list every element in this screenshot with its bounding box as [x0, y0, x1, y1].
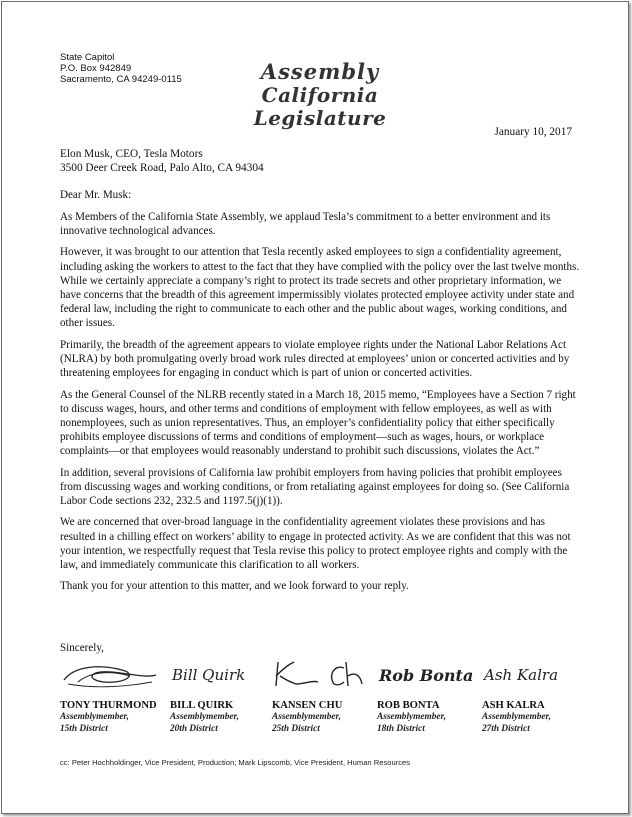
- signature-bonta-image: [377, 658, 477, 692]
- address-line: P.O. Box 942849: [60, 63, 132, 75]
- signature-thurmond-image: [60, 658, 160, 692]
- address-line: Sacramento, CA 94249-0115: [60, 74, 182, 86]
- signatory-district: 27th District: [482, 724, 530, 734]
- letterhead-line-2: California Legislature: [253, 83, 387, 130]
- letter-date: January 10, 2017: [494, 126, 572, 138]
- signatory-name: BILL QUIRK: [170, 700, 234, 711]
- signature-quirk-image: [170, 658, 270, 692]
- signatory-name: ASH KALRA: [482, 700, 545, 711]
- signature-block: [60, 658, 580, 738]
- signatory-title: Assemblymember,: [170, 712, 239, 722]
- signature-kalra-image: [482, 658, 582, 692]
- signatory-name: ROB BONTA: [377, 700, 440, 711]
- body-paragraph: Primarily, the breadth of the agreement appears to violate employee rights under the National Labor Relations Act (NLRA) by both promulgating overly broad work rules directed at employees’ union or concerted activities and by threatening employees for engaging in conduct which is part of union or concerted activities.: [60, 338, 570, 379]
- body-paragraph: As Members of the California State Assembly, we applaud Tesla’s commitment to a better environment and its innovative technological advances.: [60, 210, 551, 237]
- signatory-name: TONY THURMOND: [60, 700, 157, 711]
- letterhead-line-1: Assembly: [260, 59, 380, 84]
- signatory-district: 18th District: [377, 724, 425, 734]
- sender-address: [60, 52, 182, 86]
- signatory-district: 20th District: [170, 724, 218, 734]
- letter-body: [60, 188, 580, 601]
- signatory-chu: [272, 658, 377, 735]
- signatory-quirk: [170, 658, 275, 735]
- signatory-district: 15th District: [60, 724, 108, 734]
- signatory-title: Assemblymember,: [482, 712, 551, 722]
- cc-line: cc: Peter Hochholdinger, Vice President, Production; Mark Lipscomb, Vice President, Human Resources: [60, 758, 411, 767]
- signatory-title: Assemblymember,: [272, 712, 341, 722]
- body-paragraph: In addition, several provisions of California law prohibit employers from having policies that prohibit employees from discussing wages and working conditions, or from retaliating against employees for doing so. (See California Labor Code sections 232, 232.5 and 1197.5(j)(1)).: [60, 466, 570, 507]
- signatory-name: KANSEN CHU: [272, 700, 343, 711]
- address-line: State Capitol: [60, 52, 115, 63]
- recipient-line: 3500 Deer Creek Road, Palo Alto, CA 94304: [60, 162, 264, 174]
- signatory-kalra: [482, 658, 587, 735]
- salutation: Dear Mr. Musk:: [60, 189, 132, 201]
- signatory-district: 25th District: [272, 724, 320, 734]
- signatory-thurmond: [60, 658, 165, 735]
- svg-text:Ash Kalra: Ash Kalra: [484, 666, 559, 684]
- body-paragraph: Thank you for your attention to this matter, and we look forward to your reply.: [60, 580, 409, 593]
- letter-page: [1, 1, 629, 814]
- signatory-bonta: [377, 658, 482, 735]
- closing: Sincerely,: [60, 642, 104, 654]
- recipient-line: Elon Musk, CEO, Tesla Motors: [60, 148, 203, 160]
- letterhead: [214, 60, 426, 130]
- recipient-block: [60, 147, 264, 175]
- body-paragraph: However, it was brought to our attention that Tesla recently asked employees to sign a confidentiality agreement, including asking the workers to attest to the fact that they have complied with the policy over the last twelve months. While we certainly appreciate a company’s right to protect its trade secrets and other proprietary information, we have concerns that the breadth of this agreement impermissibly violates protected employee activity under state and federal law, including the right to communicate to each other and the public about wages, working conditions, and other issues.: [60, 246, 580, 329]
- signatory-title: Assemblymember,: [377, 712, 446, 722]
- body-paragraph: We are concerned that over-broad language in the confidentiality agreement violates these provisions and has resulted in a chilling effect on workers’ ability to engage in protected activity. As we are confident that this was not your intention, we respectfully request that Tesla revise this policy to protect employee rights and comply with the law, and immediately communicate this clarification to all workers.: [60, 516, 571, 571]
- signatory-title: Assemblymember,: [60, 712, 129, 722]
- body-paragraph: As the General Counsel of the NLRB recently stated in a March 18, 2015 memo, “Employees have a Section 7 right to discuss wages, hours, and other terms and conditions of employment with fellow employees, as well as with nonemployees, such as union representatives. Thus, an employer’s confidentiality policy that either specifically prohibits employee discussions of terms and conditions of employment—such as wages, hours, or workplace complaints—or that employees would reasonably understand to prohibit such discussions, violates the Act.”: [60, 388, 576, 457]
- svg-text:Rob Bonta: Rob Bonta: [379, 666, 474, 685]
- signature-chu-image: [272, 658, 372, 692]
- svg-text:Bill Quirk: Bill Quirk: [172, 666, 246, 684]
